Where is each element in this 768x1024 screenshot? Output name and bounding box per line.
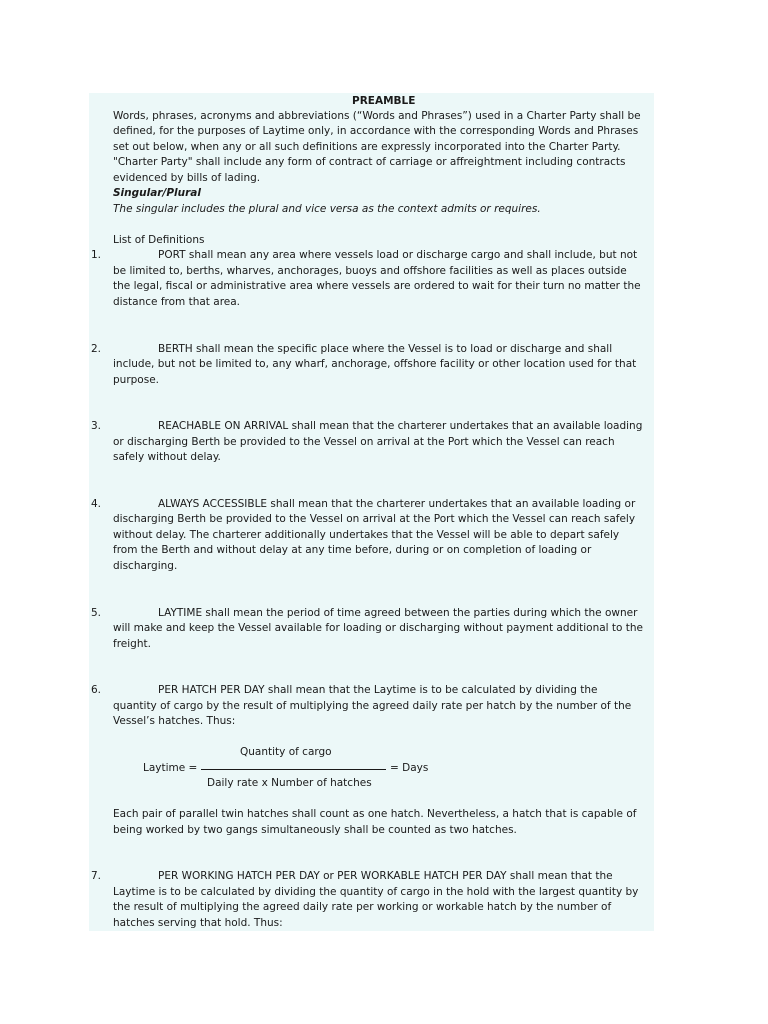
definition-number: 1. xyxy=(91,249,102,261)
hatch-note-line: being worked by two gangs simultaneously shall be counted as two hatches. xyxy=(113,824,517,836)
formula-denominator: Daily rate x Number of hatches xyxy=(207,777,372,789)
definition-line: PER HATCH PER DAY shall mean that the Laytime is to be calculated by dividing the xyxy=(158,684,598,696)
definition-line: without delay. The charterer additionally undertakes that the Vessel will be able to depart safely xyxy=(113,529,620,541)
formula-numerator: Quantity of cargo xyxy=(240,746,332,758)
definition-line: Laytime is to be calculated by dividing the quantity of cargo in the hold with the largest quantity by xyxy=(113,886,639,898)
singular-plural-heading: Singular/Plural xyxy=(113,187,201,199)
hatch-note-line: Each pair of parallel twin hatches shall count as one hatch. Nevertheless, a hatch that is capable of xyxy=(113,808,637,820)
list-heading: List of Definitions xyxy=(113,234,205,246)
definition-line: PORT shall mean any area where vessels load or discharge cargo and shall include, but not xyxy=(158,249,638,261)
definition-line: the result of multiplying the agreed daily rate per working or workable hatch by the number of xyxy=(113,901,612,913)
definition-line: discharging Berth be provided to the Vessel on arrival at the Port which the Vessel can reach safely xyxy=(113,513,636,525)
definition-line: quantity of cargo by the result of multiplying the agreed daily rate per hatch by the number of the xyxy=(113,700,632,712)
fraction-bar xyxy=(201,769,386,770)
preamble-line: defined, for the purposes of Laytime only, in accordance with the corresponding Words and Phrases xyxy=(113,125,639,137)
definition-line: hatches serving that hold. Thus: xyxy=(113,917,283,929)
definition-line: REACHABLE ON ARRIVAL shall mean that the charterer undertakes that an available loading xyxy=(158,420,643,432)
definition-number: 3. xyxy=(91,420,102,432)
definition-number: 6. xyxy=(91,684,102,696)
definition-line: the legal, fiscal or administrative area where vessels are ordered to wait for their turn no matter the xyxy=(113,280,641,292)
definition-line: include, but not be limited to, any wharf, anchorage, offshore facility or other location used for that xyxy=(113,358,637,370)
definition-line: will make and keep the Vessel available for loading or discharging without payment additional to the xyxy=(113,622,644,634)
definition-line: safely without delay. xyxy=(113,451,221,463)
definition-line: discharging. xyxy=(113,560,178,572)
formula-rhs: = Days xyxy=(390,762,429,774)
definition-line: be limited to, berths, wharves, anchorages, buoys and offshore facilities as well as places outside xyxy=(113,265,627,277)
definition-number: 2. xyxy=(91,343,102,355)
definition-line: BERTH shall mean the specific place where the Vessel is to load or discharge and shall xyxy=(158,343,613,355)
definition-line: Vessel’s hatches. Thus: xyxy=(113,715,236,727)
definition-number: 5. xyxy=(91,607,102,619)
preamble-line: set out below, when any or all such definitions are expressly incorporated into the Charter Party. xyxy=(113,141,621,153)
preamble-line: "Charter Party" shall include any form of contract of carriage or affreightment including contracts xyxy=(113,156,626,168)
definition-number: 4. xyxy=(91,498,102,510)
definition-line: PER WORKING HATCH PER DAY or PER WORKABLE HATCH PER DAY shall mean that the xyxy=(158,870,613,882)
definition-line: purpose. xyxy=(113,374,159,386)
preamble-line: Words, phrases, acronyms and abbreviations (“Words and Phrases”) used in a Charter Party shall be xyxy=(113,110,641,122)
definition-line: or discharging Berth be provided to the Vessel on arrival at the Port which the Vessel can reach xyxy=(113,436,615,448)
definition-line: LAYTIME shall mean the period of time agreed between the parties during which the owner xyxy=(158,607,638,619)
formula-lhs: Laytime = xyxy=(143,762,198,774)
singular-plural-text: The singular includes the plural and vice versa as the context admits or requires. xyxy=(113,203,541,215)
definition-line: ALWAYS ACCESSIBLE shall mean that the charterer undertakes that an available loading or xyxy=(158,498,636,510)
definition-number: 7. xyxy=(91,870,102,882)
definition-line: freight. xyxy=(113,638,151,650)
preamble-title: PREAMBLE xyxy=(352,95,416,107)
definition-line: from the Berth and without delay at any time before, during or on completion of loading or xyxy=(113,544,592,556)
preamble-line: evidenced by bills of lading. xyxy=(113,172,261,184)
definition-line: distance from that area. xyxy=(113,296,241,308)
